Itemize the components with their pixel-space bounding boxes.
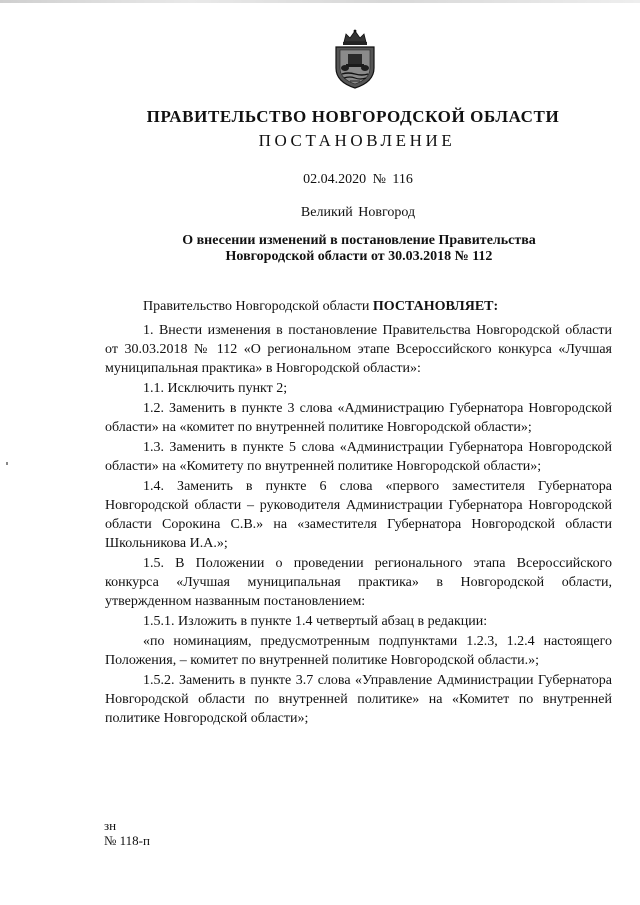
document-type: ПОСТАНОВЛЕНИЕ (258, 131, 456, 150)
intro-text: Правительство Новгородской области (143, 299, 373, 314)
subject-line-2: Новгородской области от 30.03.2018 № 112 (225, 249, 493, 264)
city: Великий Новгород (300, 205, 416, 220)
document-body (105, 297, 612, 729)
document-subject (150, 233, 568, 265)
paragraph-1-5: 1.5. В Положении о проведении регионального этапа Всероссийского конкурса «Лучшая муниципальная практика» в Новгородской области, утвержденном названным постановлением: (105, 556, 612, 609)
intro-paragraph (105, 297, 612, 316)
paragraph-1-5-1: 1.5.1. Изложить в пункте 1.4 четвертый абзац в редакции: (143, 614, 488, 629)
date-number: 02.04.2020 № 116 (303, 172, 413, 187)
footer-mark (104, 818, 150, 848)
paragraph-1-2: 1.2. Заменить в пункте 3 слова «Администрацию Губернатора Новгородской области» на «комитет по внутренней политике Новгородской области»; (105, 401, 612, 435)
novgorod-coat-of-arms-icon (332, 28, 378, 90)
scan-edge (0, 0, 640, 3)
footer-form-number: № 118-п (104, 833, 150, 848)
paragraph-1: 1. Внести изменения в постановление Правительства Новгородской области от 30.03.2018 № 112 «О региональном этапе Всероссийского конкурса «Лучшая муниципальная практика» в Новгородской области»: (105, 323, 612, 376)
scan-artifact (6, 462, 8, 465)
paragraph-quote: «по номинациям, предусмотренным подпунктами 1.2.3, 1.2.4 настоящего Положения, – комитет по внутренней политике Новгородской области.»; (105, 634, 612, 668)
paragraph-1-4: 1.4. Заменить в пункте 6 слова «первого заместителя Губернатора Новгородской области – руководителя Администрации Губернатора Новгородской области Сорокина С.В.» на «заместителя Губернатора Новгородской области Школьникова И.А.»; (105, 479, 612, 551)
footer-initials: зн (104, 818, 117, 833)
subject-line-1: О внесении изменений в постановление Правительства (182, 233, 536, 248)
paragraph-1-1: 1.1. Исключить пункт 2; (143, 381, 288, 396)
intro-resolution: ПОСТАНОВЛЯЕТ: (372, 299, 499, 314)
paragraph-1-5-2: 1.5.2. Заменить в пункте 3.7 слова «Управление Администрации Губернатора Новгородской области по внутренней политике» на «Комитет по внутренней политике Новгородской области»; (105, 673, 612, 726)
paragraph-1-3: 1.3. Заменить в пункте 5 слова «Администрации Губернатора Новгородской области» на «Комитету по внутренней политике Новгородской области»; (105, 440, 612, 474)
government-title: ПРАВИТЕЛЬСТВО НОВГОРОДСКОЙ ОБЛАСТИ (146, 107, 560, 126)
